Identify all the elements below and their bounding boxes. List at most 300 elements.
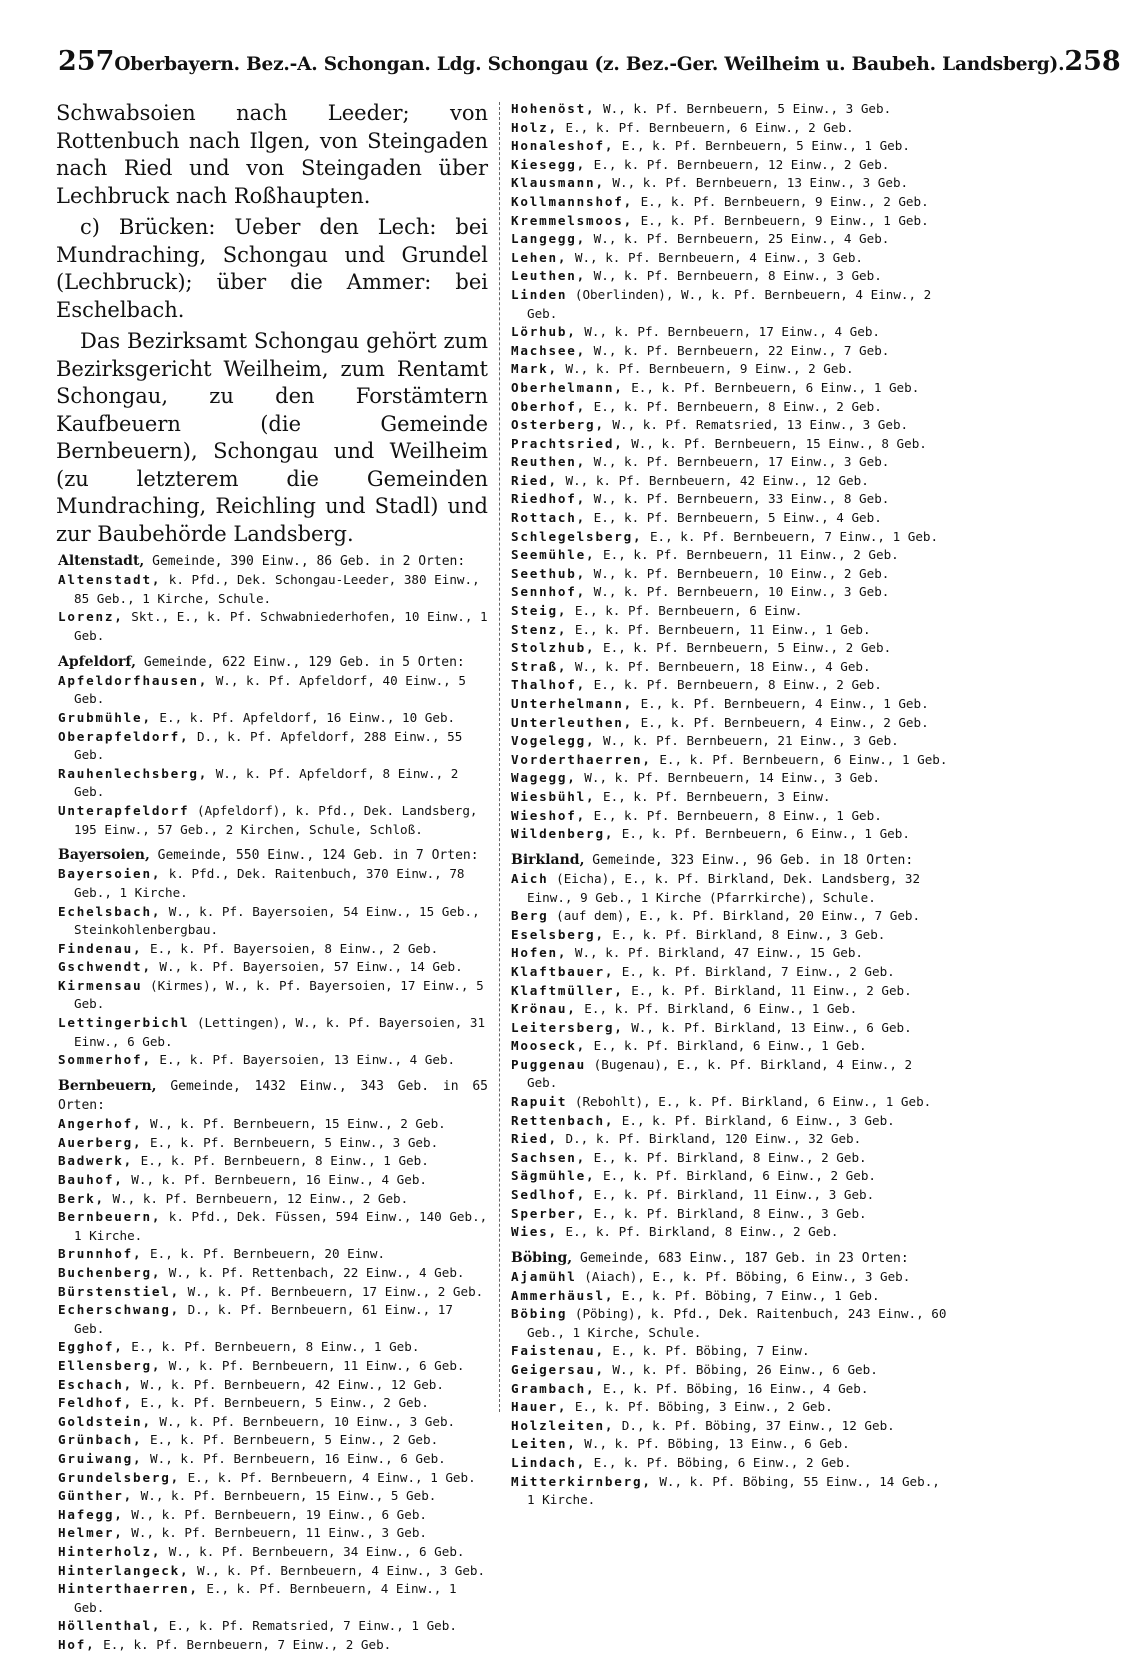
- place-name: Ried,: [511, 1131, 558, 1147]
- place-name: Wagegg,: [511, 770, 577, 786]
- place-name: Wiesbühl,: [511, 788, 596, 804]
- place-entry: [509, 769, 949, 788]
- place-entry: [509, 1398, 949, 1417]
- place-name: Egghof,: [58, 1339, 124, 1355]
- place-entry: [56, 1357, 488, 1376]
- place-name: Eschach,: [58, 1376, 134, 1392]
- place-entry: [509, 602, 949, 621]
- place-entry: [509, 174, 949, 193]
- place-entry: [509, 1149, 949, 1168]
- section-gap: [56, 839, 488, 846]
- place-details: (Bugenau), E., k. Pf. Birkland, 4 Einw., 2 Geb.: [527, 1056, 913, 1091]
- place-entry: [509, 963, 949, 982]
- place-name: Sperber,: [511, 1205, 587, 1221]
- place-entry: [509, 751, 949, 770]
- place-details: W., k. Pf. Bernbeuern, 17 Einw., 2 Geb.: [187, 1283, 484, 1299]
- place-name: Faistenau,: [511, 1343, 605, 1359]
- place-entry: [56, 865, 488, 902]
- place-details: W., k. Pf. Bernbeuern, 21 Einw., 3 Geb.: [603, 733, 899, 749]
- place-entry: [56, 1245, 488, 1264]
- place-name: Ajamühl: [511, 1269, 577, 1285]
- place-entry: [56, 802, 488, 839]
- place-details: (Lettingen), W., k. Pf. Bayersoien, 31 Einw., 6 Geb.: [74, 1015, 486, 1049]
- municipality-name: Altenstadt,: [58, 553, 145, 569]
- place-details: E., k. Pf. Bernbeuern, 6 Einw.: [574, 603, 803, 619]
- place-details: E., k. Pf. Böbing, 7 Einw., 1 Geb.: [621, 1287, 880, 1303]
- place-name: Altenstadt,: [58, 572, 162, 588]
- place-entry: [509, 1342, 949, 1361]
- place-entry: [509, 1223, 949, 1242]
- place-name: Holzleiten,: [511, 1417, 615, 1433]
- place-name: Klaftbauer,: [511, 963, 615, 979]
- place-name: Machsee,: [511, 342, 587, 358]
- place-details: W., k. Pf. Böbing, 13 Einw., 6 Geb.: [584, 1436, 850, 1452]
- left-column: [56, 100, 488, 1654]
- place-name: Feldhof,: [58, 1395, 134, 1411]
- place-entry: [509, 732, 949, 751]
- place-entry: [56, 1152, 488, 1171]
- place-details: W., k. Pf. Bernbeuern, 9 Einw., 2 Geb.: [565, 361, 854, 377]
- place-entry: [509, 286, 949, 323]
- section-gap: [56, 646, 488, 653]
- place-name: Lindach,: [511, 1454, 587, 1470]
- place-details: E., k. Pf. Bernbeuern, 7 Einw., 1 Geb.: [649, 528, 939, 544]
- place-entry: [56, 1376, 488, 1395]
- municipality-section: [509, 1249, 949, 1510]
- place-entry: [56, 1413, 488, 1432]
- place-details: E., k. Pf. Bernbeuern, 4 Einw., 1 Geb.: [74, 1581, 457, 1615]
- place-entry: [509, 1130, 949, 1149]
- place-entry: [509, 1093, 949, 1112]
- place-details: E., k. Pf. Bernbeuern, 6 Einw., 1 Geb.: [631, 379, 920, 395]
- place-entry: [509, 583, 949, 602]
- place-name: Hauer,: [511, 1399, 568, 1415]
- place-details: E., k. Pf. Bernbeuern, 5 Einw., 1 Geb.: [621, 138, 910, 154]
- place-details: E., k. Pf. Bernbeuern, 5 Einw., 2 Geb.: [140, 1395, 429, 1411]
- place-entry: [56, 1134, 488, 1153]
- municipality-section: [56, 653, 488, 840]
- place-details: W., k. Pf. Bernbeuern, 25 Einw., 4 Geb.: [593, 231, 890, 247]
- place-entry: [509, 1019, 949, 1038]
- intro-text: [56, 100, 488, 548]
- place-entry: [509, 249, 949, 268]
- place-details: E., k. Pf. Böbing, 6 Einw., 2 Geb.: [593, 1454, 852, 1470]
- place-name: Bürstenstiel,: [58, 1283, 180, 1299]
- place-name: Schlegelsberg,: [511, 528, 643, 544]
- place-entry: [56, 1051, 488, 1070]
- place-entry: [56, 1469, 488, 1488]
- place-details: E., k. Pf. Bayersoien, 13 Einw., 4 Geb.: [159, 1052, 456, 1068]
- place-name: Kollmannshof,: [511, 193, 633, 209]
- place-details: W., k. Pf. Birkland, 47 Einw., 15 Geb.: [574, 945, 864, 961]
- intro-paragraph-bridges: c) Brücken: Ueber den Lech: bei Mundraching, Schongau und Grundel (Lechbruck); über die Ammer: bei Eschelbach.: [56, 215, 488, 322]
- place-entry: [509, 788, 949, 807]
- place-entry: [56, 1636, 488, 1654]
- place-details: W., k. Pf. Bernbeuern, 42 Einw., 12 Geb.: [565, 472, 869, 488]
- place-details: W., k. Pf. Apfeldorf, 40 Einw., 5 Geb.: [74, 672, 466, 707]
- place-name: Oberhof,: [511, 398, 587, 414]
- place-details: (Eicha), E., k. Pf. Birkland, Dek. Landsberg, 32 Einw., 9 Geb., 1 Kirche (Pfarrkirche), Schule.: [527, 870, 921, 905]
- place-entry: [509, 1112, 949, 1131]
- place-name: Linden: [511, 286, 568, 302]
- place-name: Osterberg,: [511, 417, 605, 433]
- intro-paragraph-authority: Das Bezirksamt Schongau gehört zum Bezirksgericht Weilheim, zum Rentamt Schongau, zu den Forstämtern Kaufbeuern (die Gemeinde Bernbeuern), Schongau und Weilheim (zu letzterem die Gemeinden Mundraching, Reichling und Stadl) und zur Baubehörde Landsberg.: [56, 329, 488, 546]
- municipality-summary: Gemeinde, 323 Einw., 96 Geb. in 18 Orten:: [592, 852, 914, 868]
- place-details: W., k. Pf. Bayersoien, 57 Einw., 14 Geb.: [159, 959, 463, 975]
- place-entry: [509, 1287, 949, 1306]
- place-details: (Oberlinden), W., k. Pf. Bernbeuern, 4 Einw., 2 Geb.: [527, 286, 932, 321]
- place-details: E., k. Pf. Bernbeuern, 6 Einw., 1 Geb.: [621, 826, 910, 842]
- column-divider: [499, 102, 501, 1412]
- place-details: E., k. Pf. Bernbeuern, 9 Einw., 1 Geb.: [640, 212, 929, 228]
- place-name: Mark,: [511, 361, 558, 377]
- place-entry: [509, 1380, 949, 1399]
- place-details: E., k. Pf. Birkland, 6 Einw., 3 Geb.: [621, 1112, 895, 1128]
- place-entry: [509, 807, 949, 826]
- municipality-name: Birkland,: [511, 851, 585, 868]
- place-name: Krönau,: [511, 1001, 577, 1017]
- place-details: Skt., E., k. Pf. Schwabniederhofen, 10 Einw., 1 Geb.: [74, 609, 488, 643]
- place-name: Unterhelmann,: [511, 696, 633, 711]
- place-name: Klaftmüller,: [511, 982, 624, 998]
- place-details: E., k. Pf. Birkland, 8 Einw., 3 Geb.: [612, 926, 886, 942]
- running-title: Oberbayern. Bez.-A. Schongan. Ldg. Schongau (z. Bez.-Ger. Weilheim u. Baubeh. Landsberg).: [114, 54, 1065, 75]
- place-details: W., k. Pf. Bernbeuern, 14 Einw., 3 Geb.: [584, 770, 880, 786]
- place-details: E., k. Pf. Bernbeuern, 4 Einw., 1 Geb.: [640, 696, 929, 711]
- place-entry: [509, 944, 949, 963]
- place-name: Leuthen,: [511, 268, 587, 284]
- place-name: Oberhelmann,: [511, 379, 624, 395]
- place-entry: [56, 1264, 488, 1283]
- place-name: Reuthen,: [511, 454, 587, 470]
- place-name: Lehen,: [511, 249, 568, 265]
- place-entry: [56, 1450, 488, 1469]
- place-entry: [509, 1454, 949, 1473]
- place-name: Echerschwang,: [58, 1302, 180, 1318]
- place-details: W., k. Pf. Bernbeuern, 15 Einw., 5 Geb.: [140, 1488, 437, 1504]
- place-entry: [56, 1487, 488, 1506]
- place-name: Grambach,: [511, 1380, 596, 1396]
- place-name: Berg: [511, 908, 549, 924]
- place-details: E., k. Pf. Birkland, 8 Einw., 2 Geb.: [565, 1224, 839, 1240]
- place-details: E., k. Pf. Bernbeuern, 8 Einw., 2 Geb.: [593, 677, 882, 693]
- place-details: E., k. Pf. Böbing, 7 Einw.: [612, 1343, 810, 1359]
- place-entry: [56, 1171, 488, 1190]
- place-name: Berk,: [58, 1190, 105, 1206]
- place-entry: [509, 267, 949, 286]
- municipality-section: [509, 851, 949, 1242]
- place-details: E., k. Pf. Rematsried, 7 Einw., 1 Geb.: [168, 1618, 457, 1634]
- place-name: Puggenau: [511, 1056, 587, 1072]
- place-name: Holz,: [511, 119, 558, 135]
- place-entry: [509, 472, 949, 491]
- place-details: W., k. Pf. Bernbeuern, 33 Einw., 8 Geb.: [593, 491, 890, 507]
- place-details: E., k. Pf. Birkland, 8 Einw., 2 Geb.: [593, 1149, 867, 1165]
- place-name: Rottach,: [511, 510, 587, 526]
- place-entry: [56, 1115, 488, 1134]
- place-details: D., k. Pf. Birkland, 120 Einw., 32 Geb.: [565, 1131, 862, 1147]
- place-name: Böbing: [511, 1306, 568, 1322]
- place-details: E., k. Pf. Birkland, 6 Einw., 1 Geb.: [593, 1038, 867, 1054]
- place-entry: [56, 728, 488, 765]
- place-details: W., k. Pf. Bernbeuern, 13 Einw., 3 Geb.: [612, 175, 909, 191]
- place-name: Hinterthaerren,: [58, 1581, 199, 1597]
- place-entry: [509, 1205, 949, 1224]
- place-name: Oberapfeldorf,: [58, 728, 190, 744]
- place-name: Bernbeuern,: [58, 1209, 162, 1225]
- section-gap: [509, 844, 949, 851]
- place-details: W., k. Pf. Birkland, 13 Einw., 6 Geb.: [631, 1019, 912, 1035]
- place-entry: [509, 1056, 949, 1093]
- place-name: Auerberg,: [58, 1134, 143, 1150]
- place-entry: [509, 870, 949, 907]
- place-name: Lörhub,: [511, 324, 577, 340]
- place-name: Stolzhub,: [511, 640, 596, 656]
- municipality-heading: [509, 1249, 949, 1268]
- place-name: Aich: [511, 870, 549, 886]
- municipality-name: Apfeldorf,: [58, 653, 136, 670]
- place-name: Hohenöst,: [511, 101, 596, 116]
- section-gap: [56, 1070, 488, 1077]
- place-details: E., k. Pf. Bernbeuern, 12 Einw., 2 Geb.: [593, 156, 890, 172]
- municipality-summary: Gemeinde, 390 Einw., 86 Geb. in 2 Orten:: [152, 554, 466, 569]
- place-entry: [509, 193, 949, 212]
- place-entry: [509, 435, 949, 454]
- place-details: W., k. Pf. Bernbeuern, 17 Einw., 4 Geb.: [584, 324, 880, 340]
- place-details: E., k. Pf. Bernbeuern, 4 Einw., 2 Geb.: [640, 714, 929, 730]
- place-entry: [56, 571, 488, 608]
- right-gazetteer: [509, 100, 949, 1510]
- place-details: (Rebohlt), E., k. Pf. Birkland, 6 Einw., 1 Geb.: [574, 1094, 932, 1110]
- municipality-section: [56, 1077, 488, 1654]
- place-details: E., k. Pf. Birkland, 11 Einw., 3 Geb.: [593, 1187, 875, 1203]
- place-entry: [56, 1431, 488, 1450]
- place-details: W., k. Pf. Bernbeuern, 11 Einw., 3 Geb.: [131, 1525, 427, 1541]
- municipality-name: Bayersoien,: [58, 847, 150, 864]
- place-entry: [56, 1524, 488, 1543]
- place-details: E., k. Pf. Bernbeuern, 6 Einw., 2 Geb.: [565, 119, 854, 135]
- place-name: Angerhof,: [58, 1116, 143, 1132]
- place-details: W., k. Pf. Bernbeuern, 15 Einw., 2 Geb.: [150, 1116, 446, 1132]
- place-entry: [56, 1014, 488, 1051]
- place-details: E., k. Pf. Birkland, 7 Einw., 2 Geb.: [621, 963, 895, 979]
- left-gazetteer: [56, 552, 488, 1654]
- place-entry: [509, 1268, 949, 1287]
- place-details: W., k. Pf. Bernbeuern, 18 Einw., 4 Geb.: [574, 658, 871, 674]
- place-details: W., k. Pf. Bernbeuern, 4 Einw., 3 Geb.: [574, 249, 864, 265]
- place-name: Steig,: [511, 603, 568, 619]
- place-name: Mitterkirnberg,: [511, 1473, 652, 1489]
- municipality-section: [56, 552, 488, 646]
- place-details: E., k. Pf. Bernbeuern, 8 Einw., 2 Geb.: [593, 398, 882, 414]
- place-entry: [509, 621, 949, 640]
- place-name: Mooseck,: [511, 1038, 587, 1054]
- place-entry: [56, 1301, 488, 1338]
- place-entry: [509, 156, 949, 175]
- place-details: D., k. Pf. Apfeldorf, 288 Einw., 55 Geb.: [74, 728, 463, 763]
- place-details: E., k. Pf. Bernbeuern, 20 Einw.: [150, 1246, 386, 1262]
- place-details: W., k. Pf. Bernbeuern, 4 Einw., 3 Geb.: [196, 1562, 486, 1578]
- municipality-section: [509, 100, 949, 844]
- place-entry: [56, 1617, 488, 1636]
- place-details: E., k. Pf. Bernbeuern, 9 Einw., 2 Geb.: [640, 193, 929, 209]
- place-name: Lettingerbichl: [58, 1015, 190, 1031]
- place-details: E., k. Pf. Bernbeuern, 11 Einw., 1 Geb.: [574, 621, 871, 637]
- place-entry: [509, 1037, 949, 1056]
- place-name: Vorderthaerren,: [511, 751, 652, 767]
- place-name: Höllenthal,: [58, 1618, 162, 1634]
- place-entry: [56, 608, 488, 645]
- place-details: W., k. Pf. Bernbeuern, 12 Einw., 2 Geb.: [112, 1190, 409, 1206]
- place-details: W., k. Pf. Böbing, 55 Einw., 14 Geb., 1 Kirche.: [527, 1473, 940, 1508]
- municipality-heading: [56, 1077, 488, 1115]
- place-details: E., k. Pf. Bernbeuern, 8 Einw., 1 Geb.: [131, 1339, 420, 1355]
- place-details: (Apfeldorf), k. Pfd., Dek. Landsberg, 195 Einw., 57 Geb., 2 Kirchen, Schule, Schloß.: [74, 802, 478, 837]
- place-details: E., k. Pf. Bernbeuern, 8 Einw., 1 Geb.: [140, 1153, 429, 1169]
- place-name: Buchenberg,: [58, 1265, 162, 1281]
- municipality-heading: [56, 846, 488, 865]
- place-entry: [56, 977, 488, 1014]
- place-details: E., k. Pf. Bernbeuern, 5 Einw., 2 Geb.: [603, 640, 892, 656]
- place-entry: [509, 1435, 949, 1454]
- place-entry: [509, 453, 949, 472]
- place-details: E., k. Pf. Apfeldorf, 16 Einw., 10 Geb.: [159, 709, 456, 725]
- place-entry: [509, 1167, 949, 1186]
- place-entry: [56, 709, 488, 728]
- place-details: E., k. Pf. Birkland, 8 Einw., 3 Geb.: [593, 1205, 867, 1221]
- place-entry: [509, 509, 949, 528]
- place-details: W., k. Pf. Bernbeuern, 16 Einw., 6 Geb.: [150, 1450, 446, 1466]
- place-entry: [509, 528, 949, 547]
- place-name: Seethub,: [511, 565, 587, 581]
- place-name: Grundelsberg,: [58, 1469, 180, 1485]
- municipality-name: Böbing,: [511, 1249, 573, 1266]
- place-name: Hof,: [58, 1636, 96, 1652]
- place-entry: [509, 1000, 949, 1019]
- place-name: Thalhof,: [511, 677, 587, 693]
- place-entry: [56, 1190, 488, 1209]
- place-entry: [56, 1562, 488, 1581]
- place-entry: [509, 490, 949, 509]
- place-details: W., k. Pf. Bayersoien, 54 Einw., 15 Geb., Steinkohlenbergbau.: [74, 903, 480, 938]
- place-details: E., k. Pf. Birkland, 11 Einw., 2 Geb.: [631, 982, 912, 998]
- place-name: Seemühle,: [511, 547, 596, 563]
- place-entry: [509, 546, 949, 565]
- place-name: Echelsbach,: [58, 903, 162, 919]
- place-name: Straß,: [511, 658, 568, 674]
- place-entry: [509, 926, 949, 945]
- place-details: E., k. Pf. Bernbeuern, 5 Einw., 3 Geb.: [150, 1134, 439, 1150]
- municipality-heading: [56, 552, 488, 571]
- place-entry: [56, 1543, 488, 1562]
- place-entry: [509, 1473, 949, 1510]
- place-details: W., k. Pf. Bernbeuern, 16 Einw., 4 Geb.: [131, 1172, 427, 1188]
- place-entry: [509, 360, 949, 379]
- place-details: W., k. Pf. Bernbeuern, 22 Einw., 7 Geb.: [593, 342, 890, 358]
- place-entry: [509, 982, 949, 1001]
- place-entry: [509, 212, 949, 231]
- place-entry: [56, 1283, 488, 1302]
- place-name: Kiesegg,: [511, 156, 587, 172]
- place-entry: [56, 1506, 488, 1525]
- place-name: Helmer,: [58, 1525, 124, 1541]
- place-name: Grubmühle,: [58, 709, 152, 725]
- place-entry: [509, 137, 949, 156]
- place-name: Grünbach,: [58, 1432, 143, 1448]
- place-name: Honaleshof,: [511, 138, 615, 154]
- place-name: Eselsberg,: [511, 926, 605, 942]
- place-name: Gruiwang,: [58, 1450, 143, 1466]
- place-entry: [509, 1186, 949, 1205]
- place-details: E., k. Pf. Bayersoien, 8 Einw., 2 Geb.: [150, 940, 439, 956]
- place-name: Bayersoien,: [58, 866, 162, 882]
- place-name: Geigersau,: [511, 1362, 605, 1377]
- place-details: W., k. Pf. Bernbeuern, 17 Einw., 3 Geb.: [593, 454, 890, 470]
- place-name: Günther,: [58, 1488, 134, 1504]
- municipality-heading: [56, 653, 488, 672]
- place-details: (auf dem), E., k. Pf. Birkland, 20 Einw., 7 Geb.: [556, 908, 921, 924]
- place-entry: [56, 1394, 488, 1413]
- place-entry: [56, 1338, 488, 1357]
- place-details: W., k. Pf. Rettenbach, 22 Einw., 4 Geb.: [168, 1265, 465, 1281]
- place-entry: [509, 639, 949, 658]
- place-name: Sommerhof,: [58, 1052, 152, 1068]
- place-entry: [509, 342, 949, 361]
- place-details: (Kirmes), W., k. Pf. Bayersoien, 17 Einw., 5 Geb.: [74, 977, 484, 1012]
- left-page-number: 257: [58, 46, 115, 77]
- place-name: Ellensberg,: [58, 1357, 162, 1373]
- place-details: k. Pfd., Dek. Schongau-Leeder, 380 Einw., 85 Geb., 1 Kirche, Schule.: [74, 572, 480, 606]
- place-details: W., k. Pf. Apfeldorf, 8 Einw., 2 Geb.: [74, 765, 459, 800]
- place-name: Gschwendt,: [58, 959, 152, 975]
- place-details: D., k. Pf. Böbing, 37 Einw., 12 Geb.: [621, 1417, 895, 1433]
- place-name: Kirmensau: [58, 977, 143, 993]
- place-name: Wies,: [511, 1224, 558, 1240]
- place-entry: [509, 1417, 949, 1436]
- place-details: E., k. Pf. Bernbeuern, 5 Einw., 2 Geb.: [150, 1432, 439, 1448]
- place-name: Ried,: [511, 472, 558, 488]
- place-entry: [56, 940, 488, 959]
- place-details: E., k. Pf. Bernbeuern, 7 Einw., 2 Geb.: [103, 1636, 392, 1652]
- place-details: E., k. Pf. Bernbeuern, 4 Einw., 1 Geb.: [187, 1469, 476, 1485]
- place-name: Vogelegg,: [511, 733, 596, 749]
- right-page-number: 258: [1064, 46, 1121, 77]
- place-entry: [509, 658, 949, 677]
- municipality-heading: [509, 851, 949, 870]
- place-details: (Pöbing), k. Pfd., Dek. Raitenbuch, 243 Einw., 60 Geb., 1 Kirche, Schule.: [527, 1306, 947, 1340]
- municipality-summary: Gemeinde, 550 Einw., 124 Geb. in 7 Orten:: [157, 848, 479, 864]
- place-name: Kremmelsmoos,: [511, 212, 633, 228]
- place-details: W., k. Pf. Bernbeuern, 10 Einw., 2 Geb.: [593, 565, 890, 581]
- place-entry: [509, 1361, 949, 1380]
- place-entry: [509, 379, 949, 398]
- place-details: D., k. Pf. Bernbeuern, 61 Einw., 17 Geb.: [74, 1302, 453, 1336]
- place-details: W., k. Pf. Bernbeuern, 19 Einw., 6 Geb.: [131, 1506, 427, 1522]
- place-entry: [509, 565, 949, 584]
- municipality-summary: Gemeinde, 1432 Einw., 343 Geb. in 65 Orten:: [58, 1078, 488, 1114]
- place-details: E., k. Pf. Bernbeuern, 8 Einw., 1 Geb.: [593, 807, 882, 823]
- place-name: Riedhof,: [511, 491, 587, 507]
- place-entry: [509, 695, 949, 714]
- place-details: E., k. Pf. Birkland, 6 Einw., 1 Geb.: [584, 1001, 858, 1017]
- place-name: Hinterholz,: [58, 1543, 162, 1559]
- place-details: W., k. Pf. Bernbeuern, 8 Einw., 3 Geb.: [593, 268, 882, 284]
- place-details: (Aiach), E., k. Pf. Böbing, 6 Einw., 3 Geb.: [584, 1269, 911, 1285]
- place-name: Wildenberg,: [511, 826, 615, 842]
- municipality-section: [56, 846, 488, 1070]
- place-details: W., k. Pf. Rematsried, 13 Einw., 3 Geb.: [612, 417, 909, 433]
- place-entry: [56, 958, 488, 977]
